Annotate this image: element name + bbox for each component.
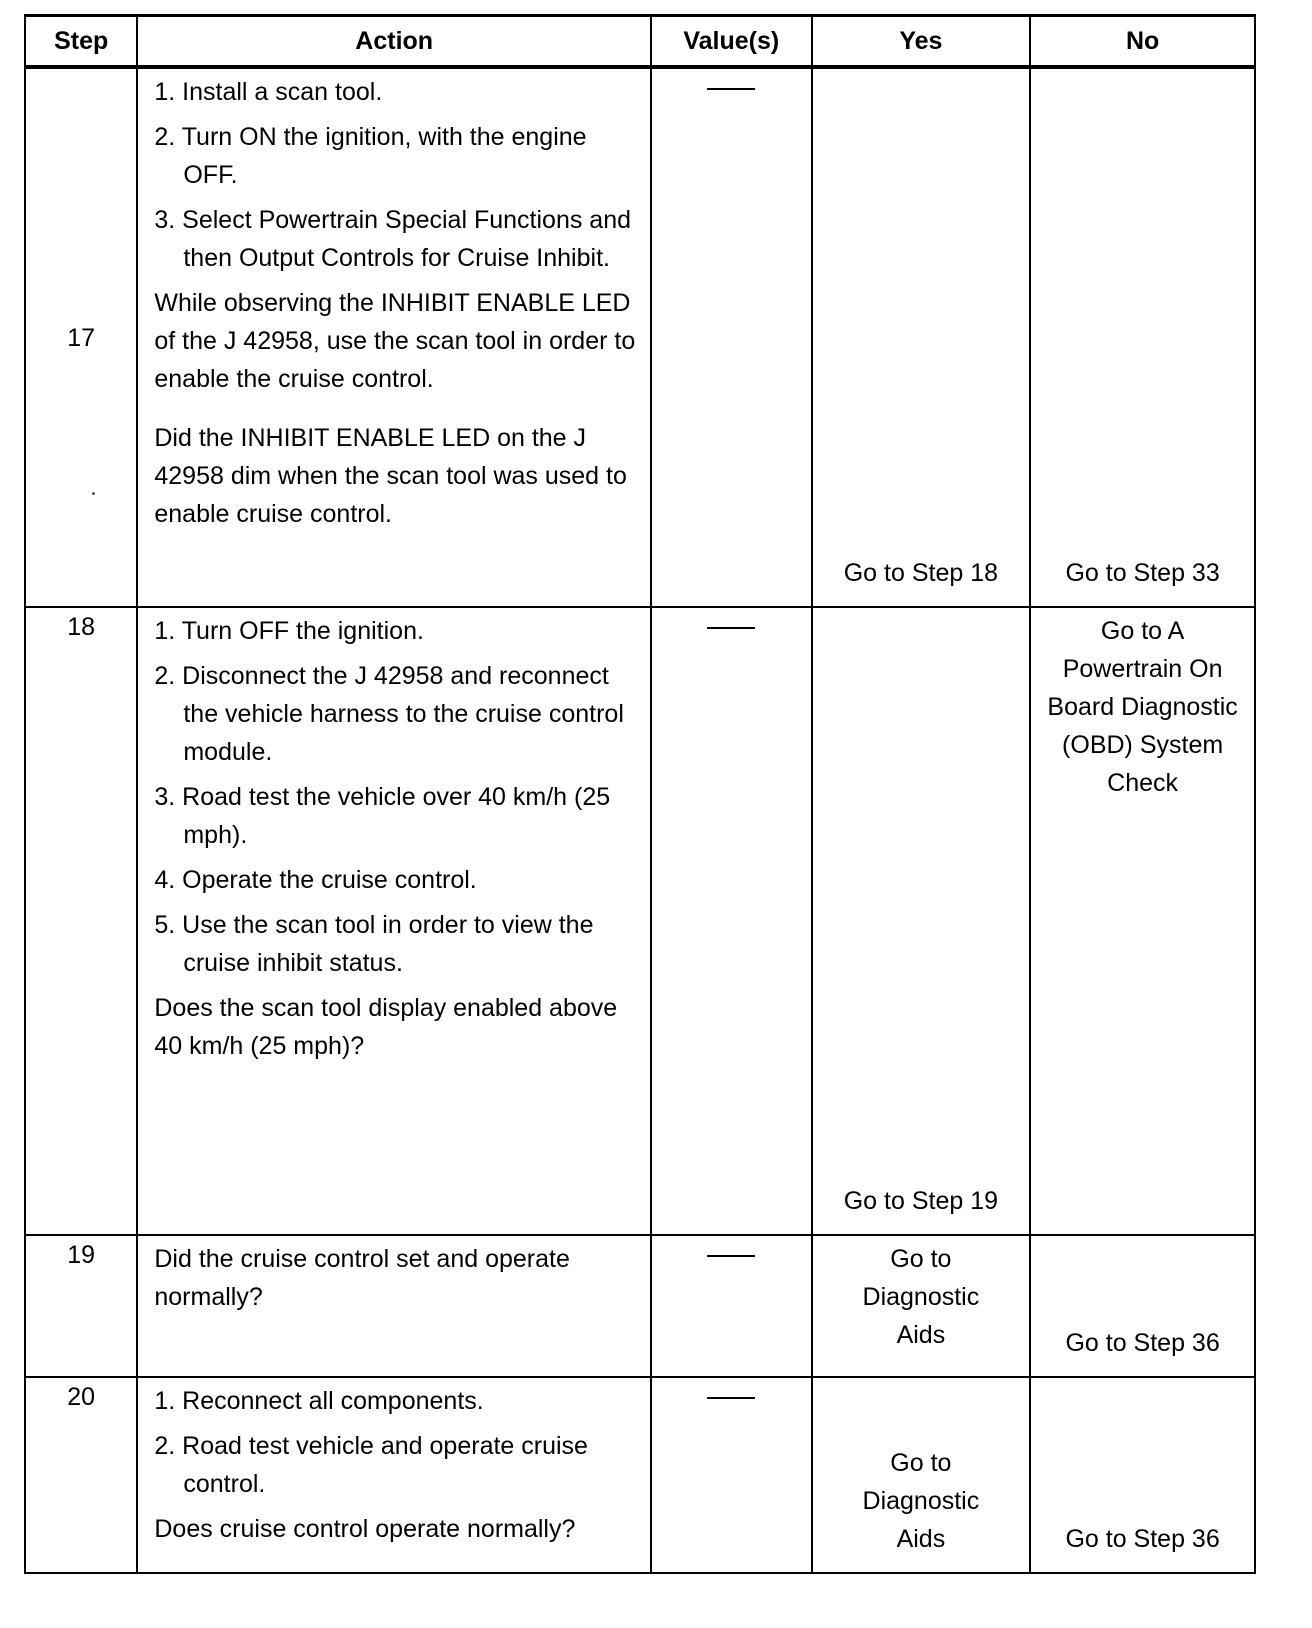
no-link[interactable]: Go to A Powertrain On Board Diagnostic (OBD) System Check xyxy=(1047,617,1238,797)
action-item: 2. Turn ON the ignition, with the engine OFF. xyxy=(154,123,587,189)
action-item: 4. Operate the cruise control. xyxy=(154,866,477,894)
step-number: 20 xyxy=(25,1377,137,1573)
action-note: While observing the INHIBIT ENABLE LED of the J 42958, use the scan tool in order to enable the cruise control. xyxy=(154,289,636,393)
table-row xyxy=(25,67,1255,607)
action-question: Does the scan tool display enabled above 40 km/h (25 mph)? xyxy=(154,994,618,1060)
step-number: 18 xyxy=(25,607,137,1235)
header-action: Action xyxy=(137,16,651,68)
action-item: 1. Install a scan tool. xyxy=(154,78,383,106)
action-question: Did the cruise control set and operate normally? xyxy=(154,1245,570,1311)
value-dash xyxy=(707,1397,755,1399)
action-cell xyxy=(137,67,651,607)
no-link[interactable]: Go to Step 33 xyxy=(1065,559,1220,587)
table-row xyxy=(25,607,1255,1235)
value-cell xyxy=(651,607,812,1235)
action-item: 2. Road test vehicle and operate cruise control. xyxy=(154,1432,588,1498)
header-yes: Yes xyxy=(812,16,1031,68)
no-cell xyxy=(1030,607,1255,1235)
yes-link[interactable]: Go to Diagnostic Aids xyxy=(862,1449,980,1553)
yes-link[interactable]: Go to Step 18 xyxy=(843,559,999,587)
yes-cell xyxy=(812,67,1031,607)
yes-cell xyxy=(812,607,1031,1235)
header-no: No xyxy=(1030,16,1255,68)
action-cell xyxy=(137,1377,651,1573)
step-number: 19 xyxy=(25,1235,137,1377)
action-item: 1. Turn OFF the ignition. xyxy=(154,617,424,645)
header-row xyxy=(25,16,1255,68)
action-cell xyxy=(137,1235,651,1377)
action-item: 3. Road test the vehicle over 40 km/h (25 mph). xyxy=(154,783,611,849)
value-dash xyxy=(707,88,755,90)
value-cell xyxy=(651,1235,812,1377)
yes-link[interactable]: Go to Step 19 xyxy=(843,1187,999,1215)
action-item: 1. Reconnect all components. xyxy=(154,1387,484,1415)
no-cell xyxy=(1030,67,1255,607)
step-number: 17 xyxy=(25,67,137,607)
no-cell xyxy=(1030,1377,1255,1573)
value-dash xyxy=(707,627,755,629)
action-item: 2. Disconnect the J 42958 and reconnect the vehicle harness to the cruise control module. xyxy=(154,662,624,766)
action-question: Did the INHIBIT ENABLE LED on the J 42958 dim when the scan tool was used to enable cruise control. xyxy=(154,424,627,528)
header-values: Value(s) xyxy=(651,16,812,68)
yes-link[interactable]: Go to Diagnostic Aids xyxy=(862,1245,980,1349)
no-cell xyxy=(1030,1235,1255,1377)
table-row xyxy=(25,1377,1255,1573)
action-cell xyxy=(137,607,651,1235)
value-dash xyxy=(707,1255,755,1257)
no-link[interactable]: Go to Step 36 xyxy=(1065,1329,1220,1357)
yes-cell xyxy=(812,1235,1031,1377)
value-cell xyxy=(651,1377,812,1573)
diagnostic-table xyxy=(24,14,1256,1574)
no-link[interactable]: Go to Step 36 xyxy=(1065,1525,1220,1553)
table-row xyxy=(25,1235,1255,1377)
action-item: 3. Select Powertrain Special Functions and then Output Controls for Cruise Inhibit. xyxy=(154,206,632,272)
action-question: Does cruise control operate normally? xyxy=(154,1515,576,1543)
header-step: Step xyxy=(25,16,137,68)
yes-cell xyxy=(812,1377,1031,1573)
value-cell xyxy=(651,67,812,607)
action-item: 5. Use the scan tool in order to view the cruise inhibit status. xyxy=(154,911,594,977)
